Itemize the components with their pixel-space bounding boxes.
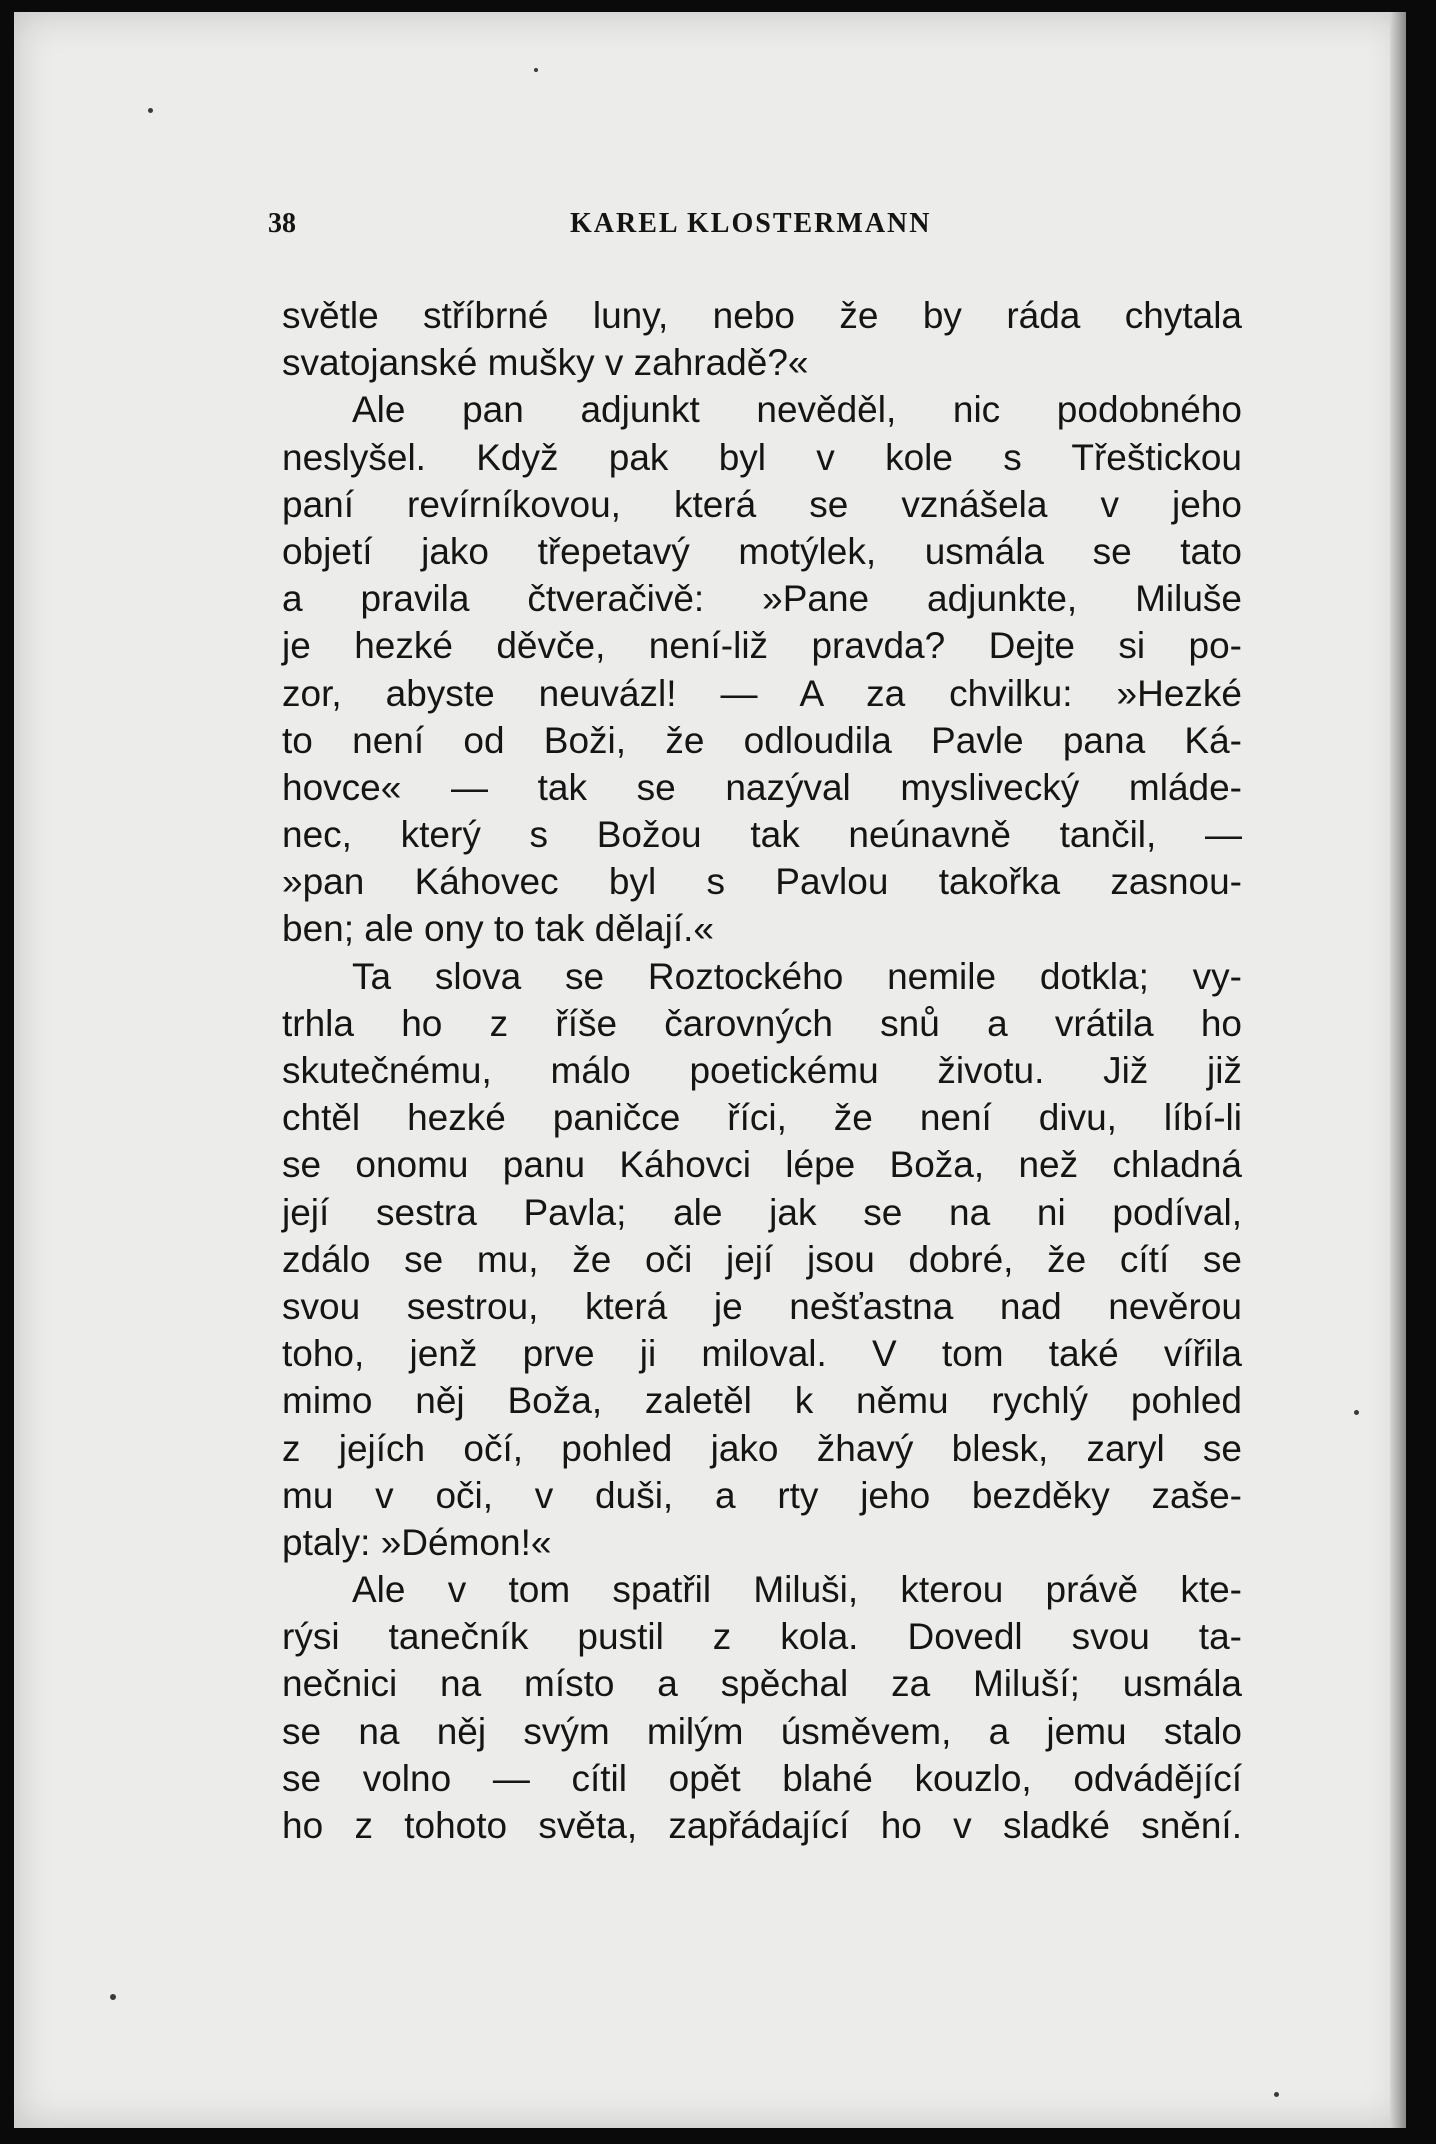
dust-speck	[110, 1994, 116, 2000]
text-line: neslyšel. Když pak byl v kole s Třeštickou	[282, 436, 1242, 478]
dust-speck	[1274, 2092, 1279, 2097]
text-line: svatojanské mušky v zahradě?«	[282, 342, 809, 384]
text-line: mu v oči, v duši, a rty jeho bezděky zaše-	[282, 1474, 1242, 1516]
text-line: nec, který s Božou tak neúnavně tančil, —	[282, 814, 1242, 856]
text-line: objetí jako třepetavý motýlek, usmála se tato	[282, 530, 1242, 572]
text-line: zor, abyste neuvázl! — A za chvilku: »Hezké	[282, 672, 1242, 714]
text-line: ho z tohoto světa, zapřádající ho v sladké snění.	[282, 1805, 1242, 1846]
text-line: ptaly: »Démon!«	[282, 1521, 552, 1563]
text-line: toho, jenž prve ji miloval. V tom také vířila	[282, 1333, 1242, 1375]
text-line: Ta slova se Roztockého nemile dotkla; vy-	[352, 955, 1242, 997]
text-line: chtěl hezké paničce říci, že není divu, líbí-li	[282, 1097, 1242, 1139]
body-text	[282, 292, 1242, 1849]
text-line: to není od Boži, že odloudila Pavle pana Ká-	[282, 719, 1242, 761]
text-line: se volno — cítil opět blahé kouzlo, odvádějící	[282, 1757, 1242, 1799]
text-line: Ale pan adjunkt nevěděl, nic podobného	[352, 389, 1242, 431]
text-line: se na něj svým milým úsměvem, a jemu stalo	[282, 1710, 1242, 1752]
text-line: hovce« — tak se nazýval myslivecký mláde-	[282, 766, 1242, 808]
text-line: a pravila čtveračivě: »Pane adjunkte, Miluše	[282, 578, 1242, 620]
text-line: rýsi tanečník pustil z kola. Dovedl svou ta-	[282, 1616, 1242, 1658]
text-line: zdálo se mu, že oči její jsou dobré, že cítí se	[282, 1238, 1242, 1280]
text-line: nečnici na místo a spěchal za Miluší; usmála	[282, 1663, 1242, 1705]
page-edge-shadow	[1390, 12, 1406, 2128]
text-line: je hezké děvče, není-liž pravda? Dejte si po-	[282, 625, 1242, 667]
dust-speck	[1354, 1410, 1359, 1415]
text-line: mimo něj Boža, zaletěl k němu rychlý pohled	[282, 1380, 1242, 1422]
running-title: KAREL KLOSTERMANN	[570, 208, 932, 239]
page-header	[268, 208, 1252, 248]
text-line: se onomu panu Káhovci lépe Boža, než chladná	[282, 1144, 1242, 1186]
dust-speck	[148, 108, 153, 113]
text-line: »pan Káhovec byl s Pavlou takořka zasnou-	[282, 861, 1242, 903]
text-line: trhla ho z říše čarovných snů a vrátila ho	[282, 1002, 1242, 1044]
text-line: Ale v tom spatřil Miluši, kterou právě kte-	[352, 1569, 1242, 1611]
text-line: svou sestrou, která je nešťastna nad nevěrou	[282, 1285, 1242, 1327]
text-line: její sestra Pavla; ale jak se na ni podíval,	[282, 1191, 1242, 1233]
dust-speck	[534, 68, 538, 72]
text-line: paní revírníkovou, která se vznášela v jeho	[282, 483, 1242, 525]
page-number: 38	[268, 208, 296, 239]
text-line: skutečnému, málo poetickému životu. Již již	[282, 1050, 1242, 1091]
text-line: ben; ale ony to tak dělají.«	[282, 908, 714, 950]
text-line: z jejích očí, pohled jako žhavý blesk, zaryl se	[282, 1427, 1242, 1469]
text-line: světle stříbrné luny, nebo že by ráda chytala	[282, 295, 1242, 336]
